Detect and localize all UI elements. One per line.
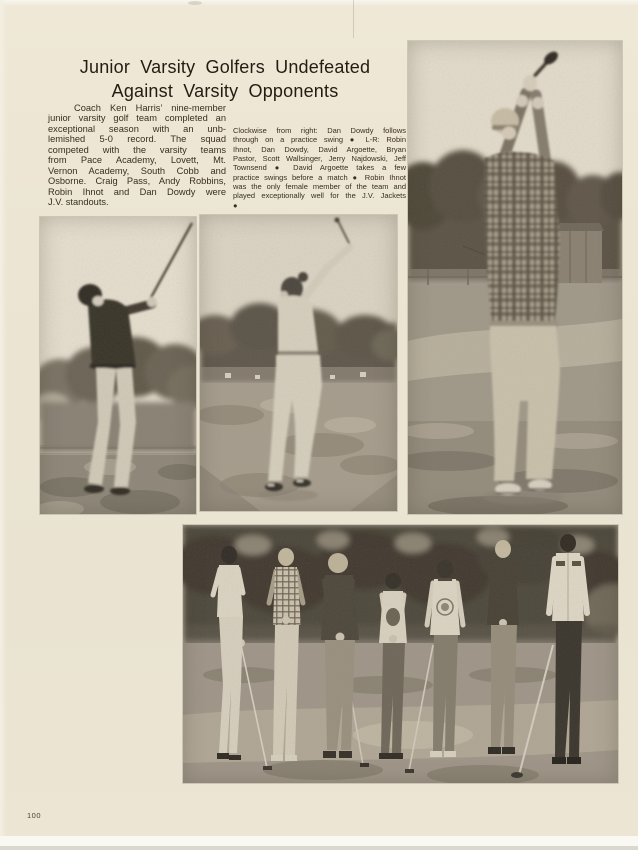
- caption-line: played exceptionally well for the J.V. Jackets: [233, 191, 406, 201]
- body-line: lemished 5-0 record. The squad: [48, 134, 226, 145]
- scan-edge-top: [0, 0, 638, 6]
- film-grain: [183, 525, 618, 783]
- article-title: [40, 56, 410, 103]
- body-line: Robin Ihnot and Dan Dowdy were: [48, 186, 226, 197]
- article-title-line1: Junior Varsity Golfers Undefeated: [79, 57, 371, 77]
- scan-edge-left: [0, 0, 7, 850]
- photo-team-group: [183, 525, 618, 783]
- page-crease: [353, 0, 354, 38]
- caption-line: Ihnot, Dan Dowdy, David Argoette, Bryan: [233, 144, 406, 154]
- photo-golfer-top-of-swing: [408, 41, 622, 514]
- body-line: Coach Ken Harris’ nine-member: [74, 103, 226, 113]
- caption-line: through on a practice swing ● L-R: Robin: [233, 135, 406, 145]
- caption-line: Pastor, Scott Wallsinger, Jerry Najdowski, Jeff: [233, 154, 406, 164]
- caption-line: Townsend ● David Argoette takes a few: [233, 163, 406, 173]
- body-line: competed with the varsity teams: [48, 144, 226, 155]
- article-title-line2: Against Varsity Opponents: [111, 80, 339, 101]
- film-grain: [408, 41, 622, 514]
- photo-golfer-follow-through: [40, 217, 196, 514]
- film-grain: [40, 217, 196, 514]
- film-grain: [200, 215, 397, 511]
- page-number: 100: [27, 811, 42, 820]
- body-line: exceptional season with an unb-: [48, 123, 226, 134]
- body-line: Osborne. Craig Pass, Andy Robbins,: [48, 176, 226, 187]
- scan-edge-bottom-line: [0, 846, 638, 850]
- photo-golfer-backswing: [200, 215, 397, 511]
- caption-line: Clockwise from right: Dan Dowdy follows: [233, 126, 406, 135]
- body-line: J.V. standouts.: [48, 197, 109, 208]
- photo-caption: [233, 126, 406, 210]
- body-line: from Pace Academy, Lovett, Mt.: [48, 155, 226, 166]
- article-body: [48, 103, 226, 208]
- scan-smudge: [188, 1, 202, 5]
- caption-line: practice swings before a match ● Robin Ihnot: [233, 172, 406, 182]
- body-line: junior varsity golf team completed an: [48, 113, 226, 124]
- caption-line: was the only female member of the team and: [233, 182, 406, 192]
- caption-line: ●: [233, 200, 238, 210]
- body-line: Vernon Academy, South Cobb and: [48, 165, 226, 176]
